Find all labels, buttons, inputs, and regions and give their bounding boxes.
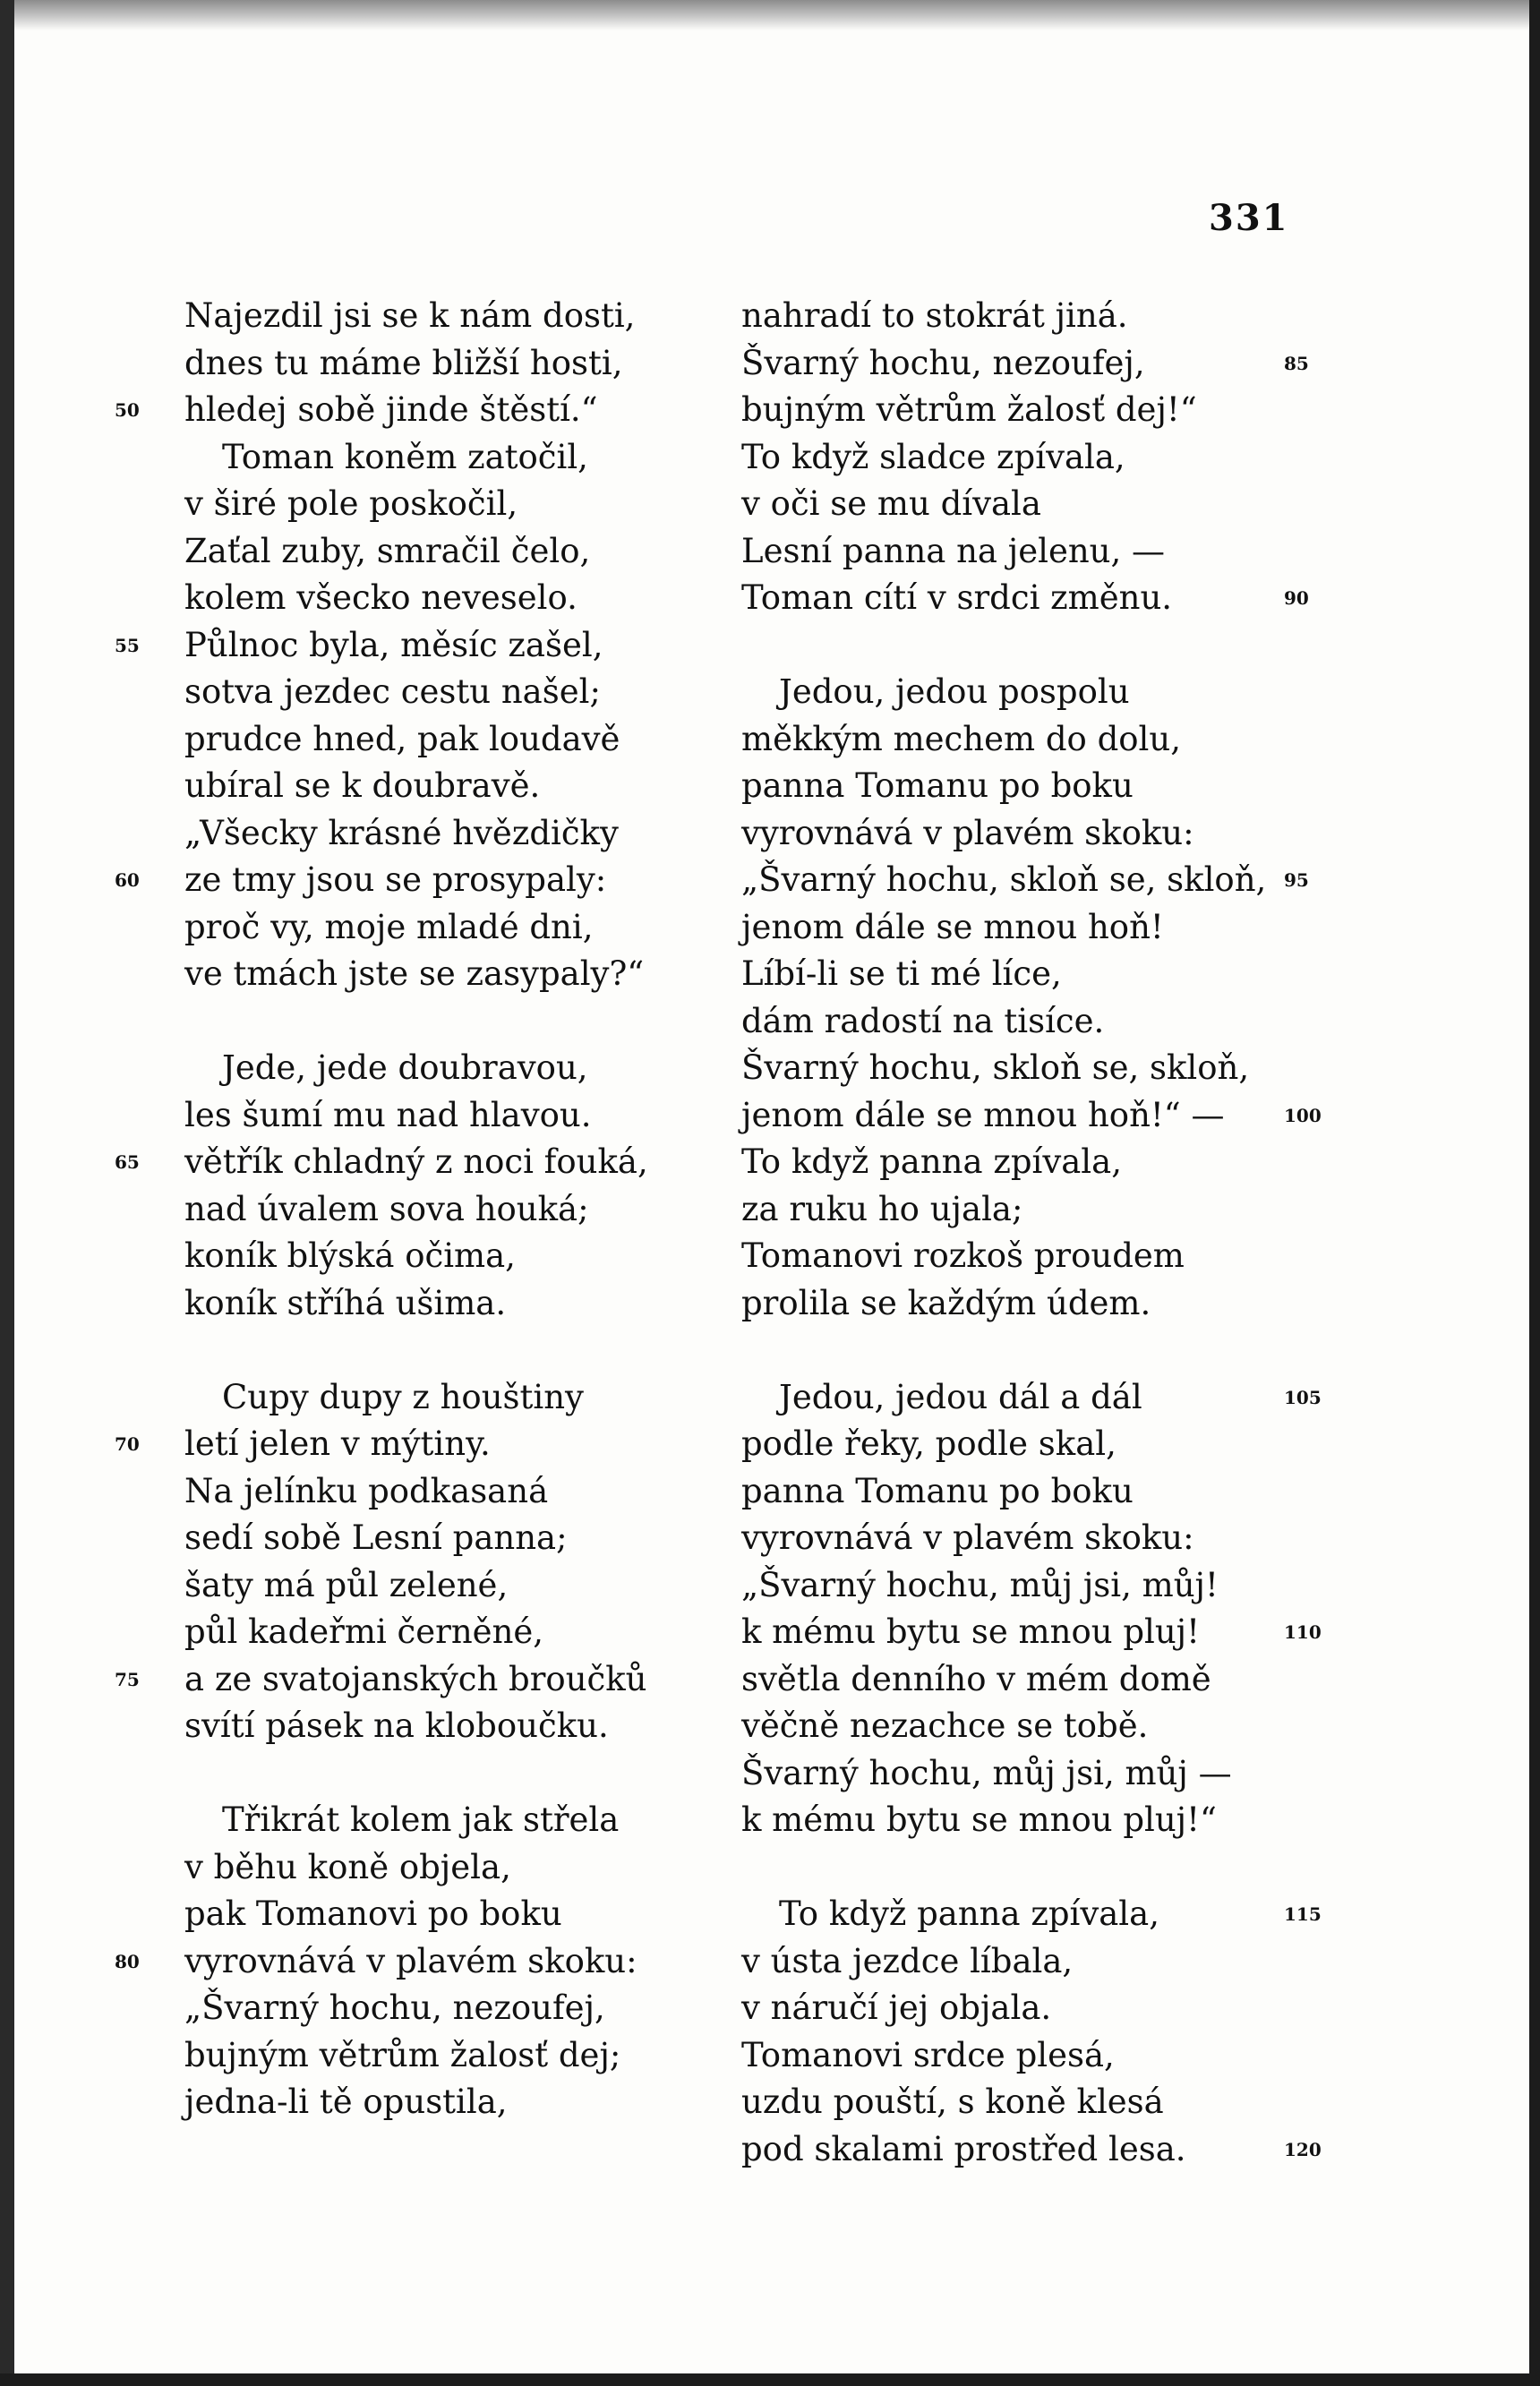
left-verse-line: letí jelen v mýtiny.: [184, 1424, 491, 1463]
right-verse-line: podle řeky, podle skal,: [741, 1424, 1116, 1463]
right-line-number: 90: [1284, 587, 1309, 609]
right-verse-line: Tomanovi rozkoš proudem: [741, 1236, 1185, 1275]
left-verse-line: nad úvalem sova houká;: [184, 1189, 589, 1228]
right-line-number: 105: [1284, 1386, 1322, 1408]
left-verse-line: koník blýská očima,: [184, 1236, 516, 1275]
left-verse-line: ze tmy jsou se prosypaly:: [184, 860, 607, 899]
left-verse-line: Jede, jede doubravou,: [222, 1048, 588, 1087]
right-verse-line: panna Tomanu po boku: [741, 766, 1134, 805]
left-verse-line: šaty má půl zelené,: [184, 1565, 509, 1604]
left-verse-line: v běhu koně objela,: [184, 1847, 511, 1886]
right-verse-line: měkkým mechem do dolu,: [741, 719, 1181, 758]
left-verse-line: hledej sobě jinde štěstí.“: [184, 390, 598, 429]
right-verse-line: Švarný hochu, skloň se, skloň,: [741, 1048, 1250, 1087]
left-verse-line: pak Tomanovi po boku: [184, 1894, 562, 1933]
left-line-number: 55: [115, 634, 140, 656]
right-verse-line: jenom dále se mnou hoň!“ —: [741, 1095, 1225, 1134]
scan-bottom-edge: [0, 2373, 1540, 2386]
right-line-number: 95: [1284, 869, 1309, 891]
right-verse-line: Švarný hochu, nezoufej,: [741, 343, 1145, 382]
right-verse-line: Lesní panna na jelenu, —: [741, 531, 1166, 570]
right-verse-line: To když sladce zpívala,: [741, 437, 1125, 476]
right-verse-line: dám radostí na tisíce.: [741, 1001, 1105, 1040]
left-verse-line: Na jelínku podkasaná: [184, 1471, 549, 1510]
left-verse-line: les šumí mu nad hlavou.: [184, 1095, 592, 1134]
page-number: 331: [1209, 197, 1289, 239]
left-verse-line: prudce hned, pak loudavě: [184, 719, 620, 758]
left-verse-line: proč vy, moje mladé dni,: [184, 907, 594, 946]
left-line-number: 80: [115, 1950, 140, 1972]
left-verse-line: Toman koněm zatočil,: [222, 437, 588, 476]
scan-top-edge: [0, 0, 1540, 30]
right-verse-line: Jedou, jedou dál a dál: [779, 1377, 1142, 1416]
right-line-number: 115: [1284, 1903, 1322, 1925]
left-verse-line: Zaťal zuby, smračil čelo,: [184, 531, 591, 570]
left-verse-line: bujným větrům žalosť dej;: [184, 2035, 621, 2074]
left-verse-line: sedí sobě Lesní panna;: [184, 1518, 568, 1557]
right-verse-line: Tomanovi srdce plesá,: [741, 2035, 1115, 2074]
right-verse-line: za ruku ho ujala;: [741, 1189, 1023, 1228]
left-verse-line: svítí pásek na kloboučku.: [184, 1706, 609, 1745]
right-verse-line: bujným větrům žalosť dej!“: [741, 390, 1197, 429]
right-verse-line: k mému bytu se mnou pluj!: [741, 1612, 1201, 1651]
left-verse-line: koník stříhá ušima.: [184, 1283, 507, 1322]
right-verse-line: Jedou, jedou pospolu: [779, 672, 1130, 711]
right-verse-line: vyrovnává v plavém skoku:: [741, 813, 1194, 852]
right-verse-line: v oči se mu dívala: [741, 484, 1041, 523]
right-verse-line: v ústa jezdce líbala,: [741, 1941, 1074, 1980]
left-line-number: 65: [115, 1151, 140, 1173]
left-verse-line: Cupy dupy z houštiny: [222, 1377, 584, 1416]
left-verse-line: v širé pole poskočil,: [184, 484, 518, 523]
right-line-number: 100: [1284, 1104, 1322, 1126]
right-verse-line: uzdu pouští, s koně klesá: [741, 2082, 1164, 2121]
right-verse-line: pod skalami prostřed lesa.: [741, 2129, 1186, 2168]
right-verse-line: „Švarný hochu, skloň se, skloň,: [741, 860, 1267, 899]
left-verse-line: dnes tu máme bližší hosti,: [184, 343, 623, 382]
right-line-number: 110: [1284, 1621, 1322, 1643]
left-verse-line: Třikrát kolem jak střela: [222, 1800, 620, 1839]
left-verse-line: kolem všecko neveselo.: [184, 578, 578, 617]
right-verse-line: „Švarný hochu, můj jsi, můj!: [741, 1565, 1219, 1604]
right-verse-line: To když panna zpívala,: [779, 1894, 1159, 1933]
right-verse-line: prolila se každým údem.: [741, 1283, 1151, 1322]
left-verse-line: sotva jezdec cestu našel;: [184, 672, 601, 711]
right-verse-line: světla denního v mém domě: [741, 1659, 1211, 1698]
left-line-number: 70: [115, 1433, 140, 1455]
right-verse-line: Švarný hochu, můj jsi, můj —: [741, 1753, 1232, 1792]
left-verse-line: ve tmách jste se zasypaly?“: [184, 954, 645, 993]
scan-right-edge: [1529, 0, 1540, 2386]
left-verse-line: „Švarný hochu, nezoufej,: [184, 1988, 605, 2027]
left-verse-line: „Všecky krásné hvězdičky: [184, 813, 619, 852]
right-verse-line: panna Tomanu po boku: [741, 1471, 1134, 1510]
left-line-number: 60: [115, 869, 140, 891]
left-line-number: 50: [115, 399, 140, 421]
right-verse-line: nahradí to stokrát jiná.: [741, 296, 1128, 335]
right-verse-line: jenom dále se mnou hoň!: [741, 907, 1164, 946]
left-verse-line: a ze svatojanských broučků: [184, 1659, 647, 1698]
right-line-number: 120: [1284, 2138, 1322, 2160]
right-verse-line: k mému bytu se mnou pluj!“: [741, 1800, 1217, 1839]
left-verse-line: vyrovnává v plavém skoku:: [184, 1941, 637, 1980]
right-verse-line: Líbí-li se ti mé líce,: [741, 954, 1062, 993]
right-line-number: 85: [1284, 352, 1309, 374]
left-verse-line: jedna-li tě opustila,: [184, 2082, 508, 2121]
left-verse-line: půl kadeřmi černěné,: [184, 1612, 544, 1651]
left-verse-line: větřík chladný z noci fouká,: [184, 1142, 648, 1181]
right-verse-line: vyrovnává v plavém skoku:: [741, 1518, 1194, 1557]
left-verse-line: Najezdil jsi se k nám dosti,: [184, 296, 636, 335]
left-line-number: 75: [115, 1668, 140, 1690]
right-verse-line: věčně nezachce se tobě.: [741, 1706, 1149, 1745]
scan-left-edge: [0, 0, 14, 2386]
left-verse-line: Půlnoc byla, měsíc zašel,: [184, 625, 603, 664]
right-verse-line: Toman cítí v srdci změnu.: [741, 578, 1173, 617]
right-verse-line: v náručí jej objala.: [741, 1988, 1052, 2027]
right-verse-line: To když panna zpívala,: [741, 1142, 1122, 1181]
left-verse-line: ubíral se k doubravě.: [184, 766, 541, 805]
